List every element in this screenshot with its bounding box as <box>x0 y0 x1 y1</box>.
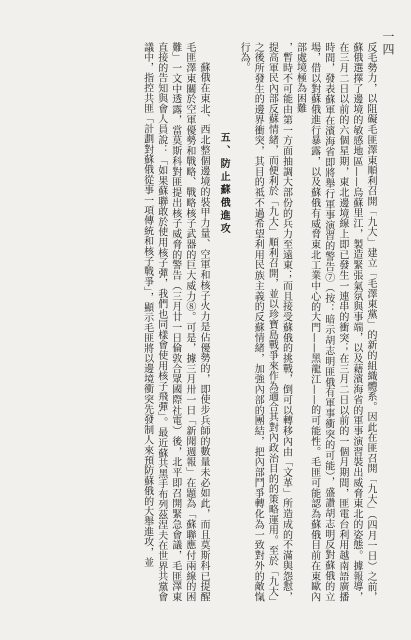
paragraph: 蘇俄在東北、西北整個邊境的裝甲力量、空軍和核子火力是佔優勢的，即使步兵師的數量未必如此，而且莫斯科已提醒毛匪澤東關於空軍優勢和戰略、戰略核子武器的巨大威力⑧。可是，據三月卅一日「新聞週報」在題為「蘇聯應付兩線的困難」一文中透露，當莫斯科對匪提出核子威脅的警告（三月廿一日倫敦合眾國際社電）後，北平即召開緊急會議，毛匪澤東直接的告知與會人員說：「如果蘇聯敢於使用核子彈，我們也同樣會使用核子飛彈」。最近蘇共黑手布列茲涅夫在世界共黨會議中，指控共匪「計劃對蘇俄從事一項傳統和核子戰爭」，顯示毛匪將以邊境衝突先發制人來預防蘇俄的大舉進攻，並 <box>141 42 209 602</box>
page-number: 一四 <box>381 30 395 56</box>
paragraph: 反毛勢力，以阻礙毛匪澤東順利召開「九大」建立「毛澤東黨」的新的組織體系。因此在匪召開「九大」（四月一日）之前，蘇俄選擇了邊境的敏感地區——烏蘇里江，製造緊張氣氛與事端，以及藉濱海省的軍事演習裝出威脅東北的姿態。據報導，在三月二日以前的六個星期，東北邊境線上即已發生一連串的衝突；在三月二日以前的一個月期間，匪電台利用越南語廣播時間，發表蘇軍在濱海省即將舉行軍事演習的警告⑦（按：暗示胡志明匪俄有軍事衝突的可能），盛讚胡志明反對蘇俄的立場，借以對蘇俄進行暴露，以及蘇俄有威脅東北工業中心的大門——黑龍江——的可能性。毛匪可能認為蘇俄目前在東歐內部處境極為困難 <box>294 42 376 602</box>
section-heading: 五、防止蘇俄進攻 <box>218 132 230 236</box>
body-text <box>27 42 377 602</box>
paragraph: ，暫時不可能由第一方面抽調大部份的兵力至遠東；而且接受蘇俄的挑戰，倒可以轉移內由「文革」所造成的不滿與怨懟，提高軍民內部反蘇情緒，而便利於「九大」順利召開，並以珍寶島戰爭來作為適合其對內政治目的的策略運用。至於「九大」之後所發生的邊界衝突，其目的祗不過希望利用民族主義的反蘇情緒，加強內部的團結，把內部鬥爭轉化為一致對外的敵愾行為。 <box>238 42 292 602</box>
